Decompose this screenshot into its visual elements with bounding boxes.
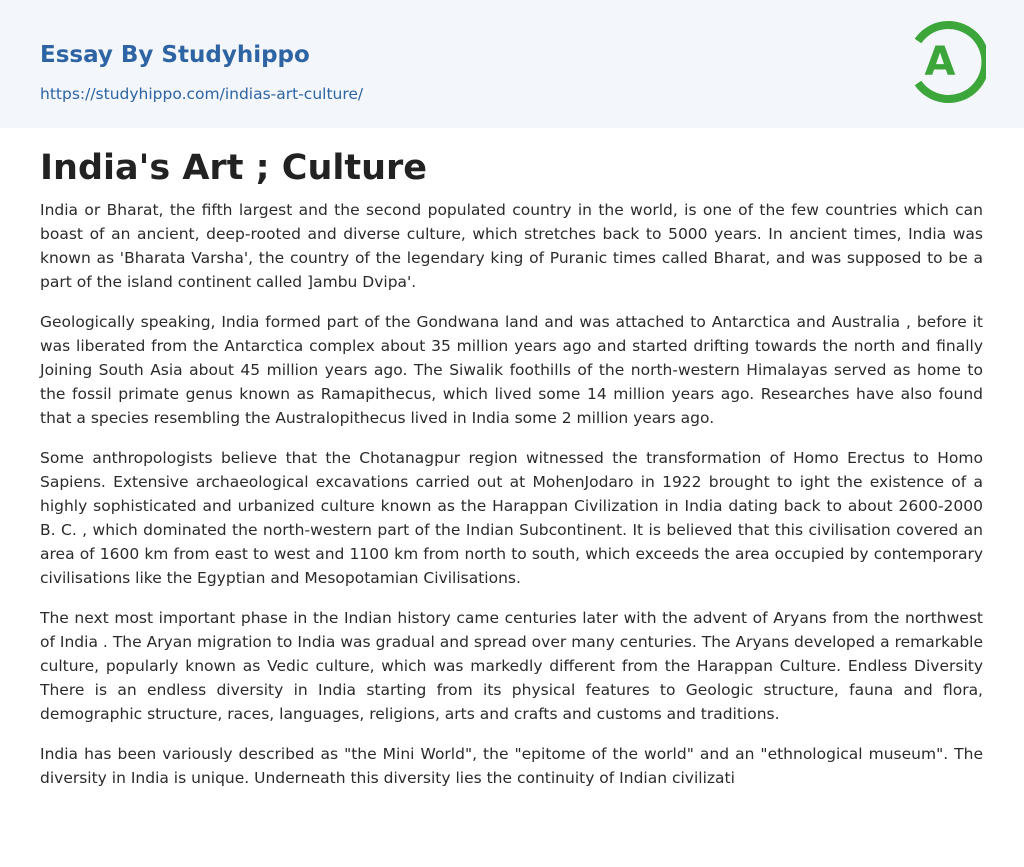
source-url-link[interactable]: https://studyhippo.com/indias-art-culture/ — [40, 85, 364, 103]
article-paragraph-5: India has been variously described as "the Mini World", the "epitome of the world" and an "ethnological museum". The diversity in India is unique. Underneath this diversity lies the continuity of Indian civilizati — [40, 745, 983, 787]
article-paragraph-4: The next most important phase in the Indian history came centuries later with the advent of Aryans from the northwest of India . The Aryan migration to India was gradual and spread over many centuries. The Aryans developed a remarkable culture, popularly known as Vedic culture, which was markedly different from the Harappan Culture. Endless Diversity There is an endless diversity in India starting from its physical features to Geologic structure, fauna and flora, demographic structure, races, languages, religions, arts and crafts and customs and traditions. — [40, 609, 983, 723]
page-header — [0, 0, 1024, 128]
article-paragraph-3: Some anthropologists believe that the Chotanagpur region witnessed the transformation of Homo Erectus to Homo Sapiens. Extensive archaeological excavations carried out at MohenJodaro in 1922 brought to ight the existence of a highly sophisticated and urbanized culture known as the Harappan Civilization in India dating back to about 2600-2000 B. C. , which dominated the north-western part of the Indian Subcontinent. It is believed that this civilisation covered an area of 1600 km from east to west and 1100 km from north to south, which exceeds the area occupied by contemporary civilisations like the Egyptian and Mesopotamian Civilisations. — [40, 449, 983, 587]
page-title: India's Art ; Culture — [40, 148, 428, 188]
studyhippo-logo-icon[interactable] — [912, 19, 986, 105]
article-paragraph-2: Geologically speaking, India formed part of the Gondwana land and was attached to Antarctica and Australia , before it was liberated from the Antarctica complex about 35 million years ago and started drifting towards the north and finally Joining South Asia about 45 million years ago. The Siwalik foothills of the north-western Himalayas served as home to the fossil primate genus known as Ramapithecus, which lived some 14 million years ago. Researches have also found that a species resembling the Australopithecus lived in India some 2 million years ago. — [40, 313, 983, 427]
article-paragraph-1: India or Bharat, the fifth largest and the second populated country in the world, is one of the few countries which can boast of an ancient, deep-rooted and diverse culture, which stretches back to 5000 years. In ancient times, India was known as 'Bharata Varsha', the country of the legendary king of Puranic times called Bharat, and was supposed to be a part of the island continent called ]ambu Dvipa'. — [40, 201, 983, 291]
brand-title: Essay By Studyhippo — [40, 42, 310, 68]
logo-letter: A — [924, 39, 956, 85]
article — [40, 146, 983, 806]
